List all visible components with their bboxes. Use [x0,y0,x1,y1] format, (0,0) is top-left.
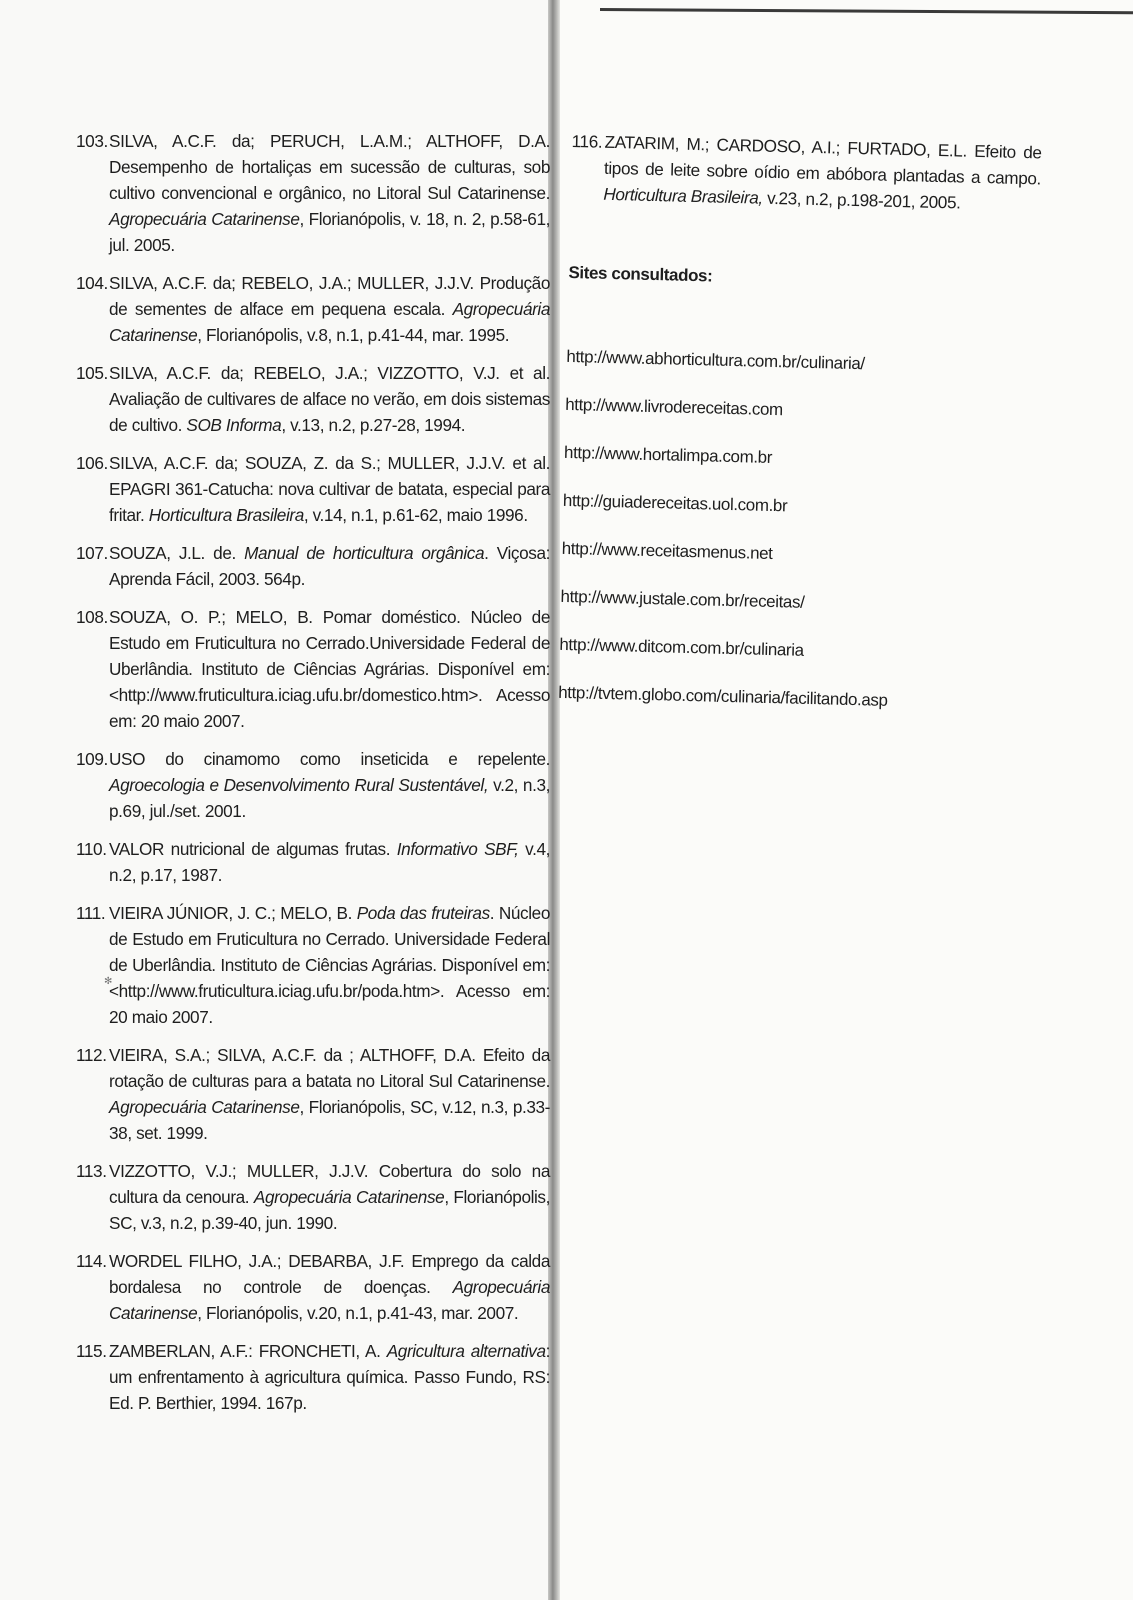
reference-number: 110. [76,839,107,859]
reference-number: 107. [76,543,108,563]
reference-text: VALOR nutricional de algumas frutas. Informativo SBF, v.4, n.2, p.17, 1987. [109,839,550,885]
site-link: http://guiadereceitas.uol.com.br [562,490,788,516]
reference-text: WORDEL FILHO, J.A.; DEBARBA, J.F. Emprego da calda bordalesa no controle de doenças. Agropecuária Catarinense, Florianópolis, v.20, n.1, p.41-43, mar. 2007. [109,1251,550,1323]
reference-text: SILVA, A.C.F. da; PERUCH, L.A.M.; ALTHOFF, D.A. Desempenho de hortaliças em sucessão de culturas, sob cultivo convencional e orgânico, no Litoral Sul Catarinense. Agropecuária Catarinense, Florianópolis, v. 18, n. 2, p.58-61, jul. 2005. [109,131,550,255]
reference-number: 111. [76,903,106,923]
reference-text: ZATARIM, M.; CARDOSO, A.I.; FURTADO, E.L. Efeito de tipos de leite sobre oídio em abóbora plantadas a campo. Horticultura Brasileira, v.23, n.2, p.198-201, 2005. [603,131,1042,213]
sites-heading: Sites consultados: [568,262,713,286]
reference-text: USO do cinamomo como inseticida e repelente. Agroecologia e Desenvolvimento Rural Sustentável, v.2, n.3, p.69, jul./set. 2001. [109,749,550,821]
reference-item-104 [76,270,550,348]
site-link: http://www.abhorticultura.com.br/culinaria/ [566,346,865,374]
reference-item-106 [76,450,550,528]
reference-item-115 [76,1338,550,1416]
reference-text: SOUZA, O. P.; MELO, B. Pomar doméstico. Núcleo de Estudo em Fruticultura no Cerrado.Universidade Federal de Uberlândia. Instituto de Ciências Agrárias. Disponível em:<http://www.fruticultura.iciag.ufu.br/domestico.htm>. Acesso em: 20 maio 2007. [109,607,550,731]
reference-item-116 [570,128,1042,217]
sites-list [558,344,1037,717]
reference-text: SOUZA, J.L. de. Manual de horticultura orgânica. Viçosa: Aprenda Fácil, 2003. 564p. [109,543,550,589]
reference-number: 116. [571,130,603,152]
reference-number: 115. [76,1341,107,1361]
reference-number: 112. [76,1045,107,1065]
reference-text: SILVA, A.C.F. da; REBELO, J.A.; MULLER, J.J.V. Produção de sementes de alface em pequena escala. Agropecuária Catarinense, Florianópolis, v.8, n.1, p.41-44, mar. 1995. [109,273,550,345]
reference-item-109 [76,746,550,824]
site-link: http://tvtem.globo.com/culinaria/facilitando.asp [557,682,888,710]
reference-number: 105. [76,363,108,383]
right-page-content [557,128,1042,739]
reference-item-112 [76,1042,550,1146]
site-link: http://www.receitasmenus.net [561,538,773,564]
reference-item-103 [76,128,550,258]
reference-number: 113. [76,1161,107,1181]
reference-item-111 [76,900,550,1030]
ink-speck: ✻ [104,976,113,987]
reference-text: SILVA, A.C.F. da; REBELO, J.A.; VIZZOTTO, V.J. et al. Avaliação de cultivares de alface no verão, em dois sistemas de cultivo. SOB Informa, v.13, n.2, p.27-28, 1994. [109,363,550,435]
site-link: http://www.hortalimpa.com.br [563,442,773,467]
reference-number: 103. [76,131,108,151]
site-link: http://www.justale.com.br/receitas/ [560,586,805,612]
reference-text: VIZZOTTO, V.J.; MULLER, J.J.V. Cobertura do solo na cultura da cenoura. Agropecuária Catarinense, Florianópolis, SC, v.3, n.2, p.39-40, jun. 1990. [109,1161,551,1233]
reference-number: 114. [76,1251,107,1271]
site-link: http://www.ditcom.com.br/culinaria [559,634,804,660]
reference-number: 108. [76,607,108,627]
reference-number: 104. [76,273,108,293]
reference-item-114 [76,1248,550,1326]
reference-item-107 [76,540,550,592]
reference-item-113 [76,1158,550,1236]
reference-text: VIEIRA, S.A.; SILVA, A.C.F. da ; ALTHOFF, D.A. Efeito da rotação de culturas para a batata no Litoral Sul Catarinense. Agropecuária Catarinense, Florianópolis, SC, v.12, n.3, p.33-38, set. 1999. [109,1045,550,1143]
reference-item-110 [76,836,550,888]
references-list-left [76,128,550,1428]
reference-text: ZAMBERLAN, A.F.: FRONCHETI, A. Agricultura alternativa: um enfrentamento à agricultura química. Passo Fundo, RS: Ed. P. Berthier, 1994. 167p. [109,1341,550,1413]
reference-item-108 [76,604,550,734]
reference-number: 106. [76,453,108,473]
reference-text: VIEIRA JÚNIOR, J. C.; MELO, B. Poda das fruteiras. Núcleo de Estudo em Fruticultura no Cerrado. Universidade Federal de Uberlândia. Instituto de Ciências Agrárias. Disponível em: <http://www.fruticultura.iciag.ufu.br/poda.htm>. Acesso em: 20 maio 2007. [109,903,550,1027]
reference-number: 109. [76,749,108,769]
site-link: http://www.livrodereceitas.com [565,394,784,420]
reference-item-105 [76,360,550,438]
reference-text: SILVA, A.C.F. da; SOUZA, Z. da S.; MULLER, J.J.V. et al. EPAGRI 361-Catucha: nova cultivar de batata, especial para fritar. Horticultura Brasileira, v.14, n.1, p.61-62, maio 1996. [109,453,550,525]
